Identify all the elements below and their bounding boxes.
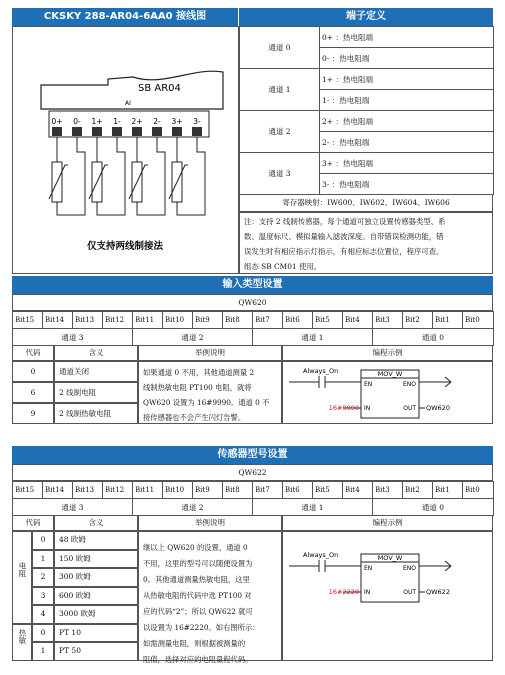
code-cell: 3 <box>32 587 54 606</box>
rtd-sensor-3 <box>169 137 205 215</box>
resistor-group-label: 电阻 <box>18 562 27 577</box>
terminal-screw <box>152 127 162 136</box>
code-cell: 1 <box>32 642 54 661</box>
bit-cell: Bit11 <box>133 482 163 499</box>
example-line: 从热敏电阻的代码中选 PT100 对 <box>143 591 252 600</box>
thermistor-group-label: 热敏 <box>18 628 27 644</box>
block-name: MOV_W <box>377 554 403 562</box>
terminal-desc: 0+ ：热电阻端 <box>320 27 494 48</box>
terminal-desc: 2+ ：热电阻端 <box>320 111 494 132</box>
code-cell: 9 <box>12 403 54 424</box>
code-cell: 2 <box>32 568 54 587</box>
register-word: QW620 <box>12 294 493 311</box>
code-cell: 0 <box>32 624 54 643</box>
channel-cell: 通道 3 <box>13 499 133 516</box>
meaning-cell: 150 欧姆 <box>54 550 138 569</box>
channel-name: 通道 2 <box>240 111 320 153</box>
ladder-diagram <box>283 532 492 660</box>
bit-cell: Bit1 <box>433 482 463 499</box>
wiring-caption: 仅支持两线制接法 <box>86 241 164 252</box>
register-word: QW622 <box>12 464 493 481</box>
channel-cell: 通道 2 <box>133 329 253 346</box>
example-line: 以设置为 16#2220。如右图所示： <box>143 623 260 632</box>
example-line: 继以上 QW620 的设置，通道 0 <box>143 543 248 552</box>
example-line: 阻值，选择对应的电阻量程代码。 <box>143 655 253 664</box>
sensor-type-title: 传感器型号设置 <box>12 446 493 464</box>
terminal-label: 3+ <box>171 117 183 126</box>
terminal-def-row <box>240 153 494 174</box>
terminal-screw <box>112 127 122 136</box>
meaning-cell: PT 50 <box>54 642 138 661</box>
bit-cell: Bit13 <box>73 312 103 329</box>
bit-cell: Bit9 <box>193 482 223 499</box>
bit-cell: Bit4 <box>343 482 373 499</box>
bit-cell: Bit12 <box>103 312 133 329</box>
terminal-label: 1+ <box>91 117 103 126</box>
code-header: 代码 <box>12 515 54 531</box>
bit-cell: Bit3 <box>373 312 403 329</box>
channel-cell: 通道 1 <box>253 499 373 516</box>
note-line: 注：支持 2 线制传感器，每个通道可独立设置传感器类型、系 <box>244 217 446 226</box>
wiring-panel <box>12 26 239 274</box>
terminal-screw <box>192 127 202 136</box>
terminal-desc: 3+ ：热电阻端 <box>320 153 494 174</box>
example-line: 不用，这里的型号可以随便设置为 <box>143 559 253 568</box>
block-name: MOV_W <box>377 370 403 378</box>
bit-cell: Bit2 <box>403 312 433 329</box>
note-line: 误发生时有相应指示灯指示，有相应标志位置位，程序可查。 <box>244 247 444 256</box>
terminal-desc: 3- ：热电阻端 <box>320 174 494 195</box>
example-line: 如需测量电阻，则根据被测量的 <box>143 639 246 648</box>
in-pin: IN <box>364 405 371 412</box>
datasheet <box>12 8 493 672</box>
terminal-desc: 0- ：热电阻端 <box>320 48 494 69</box>
code-cell: 4 <box>32 605 54 624</box>
input-type-title: 输入类型设置 <box>12 276 493 294</box>
contact-label: Always_On <box>303 551 339 559</box>
terminal-screw <box>92 127 102 136</box>
wiring-title: CKSKY 288-AR04-6AA0 接线图 <box>12 8 238 26</box>
terminal-screw <box>172 127 182 136</box>
thermistor-group <box>12 624 32 661</box>
eno-pin: ENO <box>402 381 416 388</box>
bit-cell: Bit0 <box>463 312 494 329</box>
terminal-def-table <box>239 26 494 195</box>
bit-cell: Bit5 <box>313 312 343 329</box>
note-line: 组态 SB CM01 使用。 <box>244 262 322 271</box>
example-line: 线制热敏电阻 PT100 电阻，就将 <box>143 383 252 392</box>
terminal-label: 0+ <box>51 117 63 126</box>
bit-cell: Bit14 <box>43 312 73 329</box>
meaning-header: 含义 <box>54 515 138 531</box>
in-value: 16#9990 <box>328 404 359 412</box>
rtd-sensor-2 <box>129 137 165 215</box>
bit-cell: Bit0 <box>463 482 494 499</box>
bit-cell: Bit1 <box>433 312 463 329</box>
bit-row <box>13 482 494 499</box>
code-cell: 0 <box>12 361 54 382</box>
bit-table <box>12 481 494 516</box>
program-header: 编程示例 <box>282 345 493 361</box>
out-value: QW622 <box>426 588 450 596</box>
meaning-cell: PT 10 <box>54 624 138 643</box>
contact-label: Always_On <box>303 367 339 375</box>
terminal-def-row <box>240 111 494 132</box>
ladder-program <box>282 531 493 661</box>
example-line: 如果通道 0 不用，其他通道测量 2 <box>143 368 255 377</box>
example-line: 应的代码“2”；所以 QW622 就可 <box>143 607 253 616</box>
bit-cell: Bit8 <box>223 482 253 499</box>
meaning-cell: 3000 欧姆 <box>54 605 138 624</box>
example-text <box>138 361 282 424</box>
code-header: 代码 <box>12 345 54 361</box>
wiring-diagram <box>13 27 238 273</box>
bit-cell: Bit10 <box>163 312 193 329</box>
terminal-def-row <box>240 69 494 90</box>
bit-cell: Bit2 <box>403 482 433 499</box>
code-cell: 1 <box>32 550 54 569</box>
example-header: 举例说明 <box>138 345 282 361</box>
bit-row <box>13 312 494 329</box>
resistor-group <box>12 531 32 624</box>
bit-cell: Bit7 <box>253 482 283 499</box>
bit-table <box>12 311 494 346</box>
note-line: 数、温度标尺、模拟量输入滤波深度。自带错误检测功能，错 <box>244 232 444 241</box>
example-header: 举例说明 <box>138 515 282 531</box>
meaning-cell: 2 线制电阻 <box>54 382 138 403</box>
ai-label: AI <box>125 100 131 107</box>
ladder-program <box>282 361 493 424</box>
program-header: 编程示例 <box>282 515 493 531</box>
channel-name: 通道 1 <box>240 69 320 111</box>
terminal-screw <box>52 127 62 136</box>
meaning-cell: 2 线制热敏电阻 <box>54 403 138 424</box>
module-label: SB AR04 <box>138 83 181 94</box>
in-value: 16#2220 <box>328 588 359 596</box>
example-line: QW620 设置为 16#9990。通道 0 不 <box>143 398 270 407</box>
channel-cell: 通道 3 <box>13 329 133 346</box>
terminal-note <box>239 212 493 274</box>
in-pin: IN <box>364 589 371 596</box>
bit-cell: Bit10 <box>163 482 193 499</box>
meaning-header: 含义 <box>54 345 138 361</box>
bit-cell: Bit3 <box>373 482 403 499</box>
en-pin: EN <box>364 565 373 572</box>
channel-row <box>13 499 494 516</box>
bit-cell: Bit11 <box>133 312 163 329</box>
terminal-screw <box>132 127 142 136</box>
terminal-label: 3- <box>193 117 201 126</box>
terminal-label: 1- <box>113 117 121 126</box>
bit-cell: Bit8 <box>223 312 253 329</box>
bit-cell: Bit7 <box>253 312 283 329</box>
terminal-label: 0- <box>73 117 81 126</box>
channel-cell: 通道 0 <box>373 499 494 516</box>
terminal-screw <box>72 127 82 136</box>
example-text <box>138 531 282 664</box>
channel-row <box>13 329 494 346</box>
out-value: QW620 <box>426 404 450 412</box>
meaning-cell: 600 欧姆 <box>54 587 138 606</box>
out-pin: OUT <box>403 589 416 596</box>
terminal-desc: 2- ：热电阻端 <box>320 132 494 153</box>
bit-cell: Bit13 <box>73 482 103 499</box>
terminal-label: 2- <box>153 117 161 126</box>
example-line: 0。其他通道测量热敏电阻，这里 <box>143 575 250 584</box>
eno-pin: ENO <box>402 565 416 572</box>
bit-cell: Bit9 <box>193 312 223 329</box>
bit-cell: Bit6 <box>283 482 313 499</box>
rtd-sensor-0 <box>49 137 85 215</box>
terminal-desc: 1- ：热电阻端 <box>320 90 494 111</box>
channel-cell: 通道 2 <box>133 499 253 516</box>
example-line: 接传感器也不会产生闪灯告警。 <box>143 413 246 422</box>
register-map: 寄存器映射：IW600、IW602、IW604、IW606 <box>239 194 493 212</box>
meaning-cell: 48 欧姆 <box>54 531 138 550</box>
en-pin: EN <box>364 381 373 388</box>
channel-cell: 通道 1 <box>253 329 373 346</box>
code-cell: 6 <box>12 382 54 403</box>
bit-cell: Bit15 <box>13 482 43 499</box>
terminal-label: 2+ <box>131 117 143 126</box>
channel-name: 通道 3 <box>240 153 320 195</box>
terminal-def-row <box>240 27 494 48</box>
ladder-diagram <box>283 362 492 423</box>
bit-cell: Bit5 <box>313 482 343 499</box>
code-cell: 0 <box>32 531 54 550</box>
terminal-desc: 1+ ：热电阻端 <box>320 69 494 90</box>
meaning-cell: 通道关闭 <box>54 361 138 382</box>
terminal-def-title: 端子定义 <box>239 8 493 26</box>
bit-cell: Bit15 <box>13 312 43 329</box>
channel-name: 通道 0 <box>240 27 320 69</box>
rtd-sensor-1 <box>89 137 125 215</box>
meaning-cell: 300 欧姆 <box>54 568 138 587</box>
bit-cell: Bit6 <box>283 312 313 329</box>
bit-cell: Bit12 <box>103 482 133 499</box>
bit-cell: Bit14 <box>43 482 73 499</box>
channel-cell: 通道 0 <box>373 329 494 346</box>
out-pin: OUT <box>403 405 416 412</box>
bit-cell: Bit4 <box>343 312 373 329</box>
